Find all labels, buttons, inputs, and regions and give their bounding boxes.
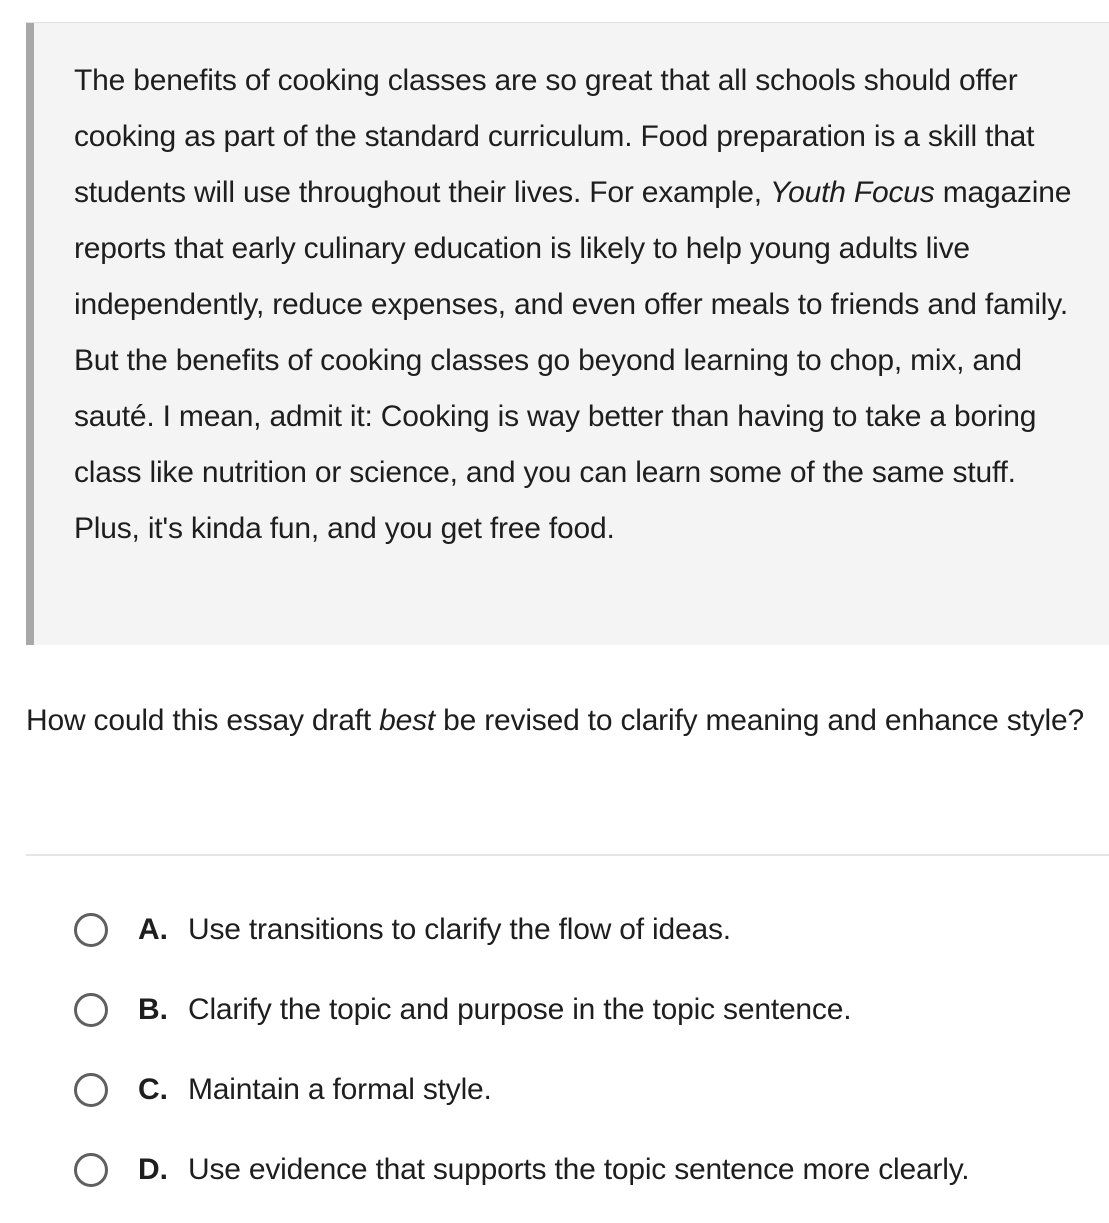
passage-text xyxy=(74,53,1079,557)
choice-b[interactable] xyxy=(74,970,1094,1050)
answer-choices xyxy=(74,890,1094,1210)
question-part1: How could this essay draft xyxy=(26,704,380,737)
choice-text-a: Use transitions to clarify the flow of ideas. xyxy=(188,913,731,946)
question-italic: best xyxy=(379,704,435,737)
choice-d[interactable] xyxy=(74,1130,1094,1210)
passage-text-part1: The benefits of cooking classes are so great that all schools should offer cooking as part of the standard curriculum. Food preparation is a skill that students will use throughout their lives. For example, xyxy=(74,64,1035,209)
question-part2: be revised to clarify meaning and enhance style? xyxy=(435,704,1084,737)
choice-letter-b: B. xyxy=(138,993,168,1026)
choice-text-d: Use evidence that supports the topic sentence more clearly. xyxy=(188,1153,970,1186)
choice-text-c: Maintain a formal style. xyxy=(188,1073,492,1106)
passage-text-part2: magazine reports that early culinary education is likely to help young adults live independently, reduce expenses, and even offer meals to friends and family. But the benefits of cooking classes go beyond learning to chop, mix, and sauté. I mean, admit it: Cooking is way better than having to take a boring class like nutrition or science, and you can learn some of the same stuff. Plus, it's kinda fun, and you get free food. xyxy=(74,176,1072,545)
question-divider xyxy=(26,854,1109,856)
choice-a[interactable] xyxy=(74,890,1094,970)
passage-blockquote xyxy=(26,23,1109,645)
choice-letter-d: D. xyxy=(138,1153,168,1186)
choice-c[interactable] xyxy=(74,1050,1094,1130)
radio-button-c[interactable] xyxy=(74,1073,108,1107)
radio-button-b[interactable] xyxy=(74,993,108,1027)
radio-button-d[interactable] xyxy=(74,1153,108,1187)
question-prompt xyxy=(26,693,1101,749)
passage-text-italic: Youth Focus xyxy=(770,176,935,209)
choice-letter-c: C. xyxy=(138,1073,168,1106)
radio-button-a[interactable] xyxy=(74,913,108,947)
choice-letter-a: A. xyxy=(138,913,168,946)
choice-text-b: Clarify the topic and purpose in the topic sentence. xyxy=(188,993,852,1026)
